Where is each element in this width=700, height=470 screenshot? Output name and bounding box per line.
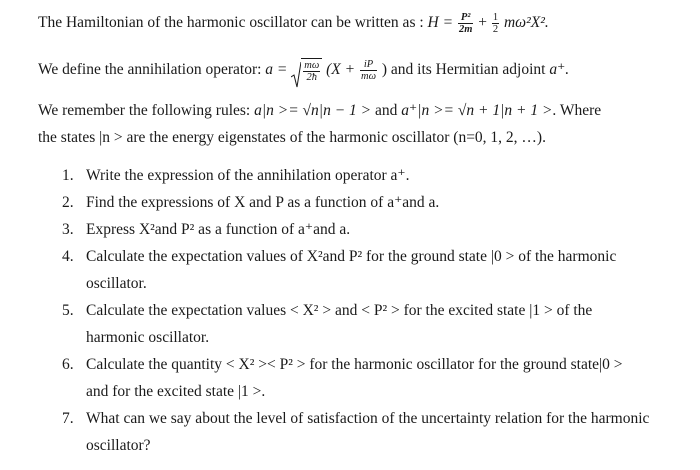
hamiltonian-lhs: H = <box>427 14 454 32</box>
square-root-radicand <box>301 58 322 83</box>
question-number: 1. <box>62 167 74 184</box>
states-text: the states |n > are the energy eigenstates of the harmonic oscillator (n=0, 1, 2, …). <box>38 129 546 146</box>
fraction-denominator: 2 <box>492 24 499 35</box>
question-text-continued: and for the excited state |1 >. <box>86 383 266 400</box>
fraction-denominator: 2m <box>458 24 473 35</box>
plus-sign: + <box>478 14 487 32</box>
question-text-continued: oscillator. <box>86 275 147 292</box>
sqrt-fraction <box>303 60 320 83</box>
hamiltonian-potential-term: mω²X². <box>503 14 549 32</box>
radical-sign-icon <box>291 62 301 88</box>
question-text-continued: oscillator? <box>86 437 151 454</box>
paren-close: ) <box>381 61 388 79</box>
fraction-numerator: 1 <box>492 12 499 23</box>
hamiltonian-line <box>38 12 549 35</box>
adjoint-symbol: a⁺. <box>549 61 570 79</box>
raising-rule: a⁺|n >= √n + 1|n + 1 > <box>401 102 553 119</box>
question-text-continued: harmonic oscillator. <box>86 329 210 346</box>
question-text: What can we say about the level of satisfaction of the uncertainty relation for the harmonic <box>86 410 650 427</box>
hamiltonian-half-fraction <box>492 12 499 35</box>
question-text: Write the expression of the annihilation operator a⁺. <box>86 167 410 184</box>
annihilation-lhs: a = <box>265 61 288 79</box>
rules-and: and <box>375 102 398 119</box>
question-text: Calculate the expectation values of X²and P² for the ground state |0 > of the harmonic <box>86 248 617 265</box>
rules-line <box>38 101 601 121</box>
question-number: 2. <box>62 194 74 211</box>
question-number: 4. <box>62 248 74 265</box>
momentum-fraction <box>360 59 377 82</box>
annihilation-text: We define the annihilation operator: <box>38 61 262 79</box>
hamiltonian-text: The Hamiltonian of the harmonic oscillator can be written as : <box>38 14 424 32</box>
annihilation-line <box>38 58 569 83</box>
question-text: Calculate the expectation values < X² > and < P² > for the excited state |1 > of the <box>86 302 593 319</box>
adjoint-text: and its Hermitian adjoint <box>390 61 546 79</box>
rules-text: We remember the following rules: <box>38 102 251 119</box>
question-number: 7. <box>62 410 74 427</box>
fraction-denominator: 2ħ <box>306 72 318 83</box>
fraction-numerator: iP <box>360 59 377 71</box>
states-line <box>38 128 546 148</box>
question-number: 5. <box>62 302 74 319</box>
fraction-numerator: P² <box>458 12 473 24</box>
hamiltonian-kinetic-fraction <box>458 12 473 35</box>
rules-where: . Where <box>552 102 602 119</box>
question-text: Express X²and P² as a function of a⁺and a. <box>86 221 351 238</box>
question-number: 3. <box>62 221 74 238</box>
paren-open-x: (X + <box>326 61 356 79</box>
question-text: Find the expressions of X and P as a function of a⁺and a. <box>86 194 440 211</box>
square-root <box>291 58 322 83</box>
fraction-denominator: mω <box>360 71 376 82</box>
lowering-rule: a|n >= √n|n − 1 > <box>254 102 372 119</box>
question-number: 6. <box>62 356 74 373</box>
question-text: Calculate the quantity < X² >< P² > for the harmonic oscillator for the ground state|0 > <box>86 356 623 373</box>
fraction-numerator: mω <box>304 60 320 71</box>
